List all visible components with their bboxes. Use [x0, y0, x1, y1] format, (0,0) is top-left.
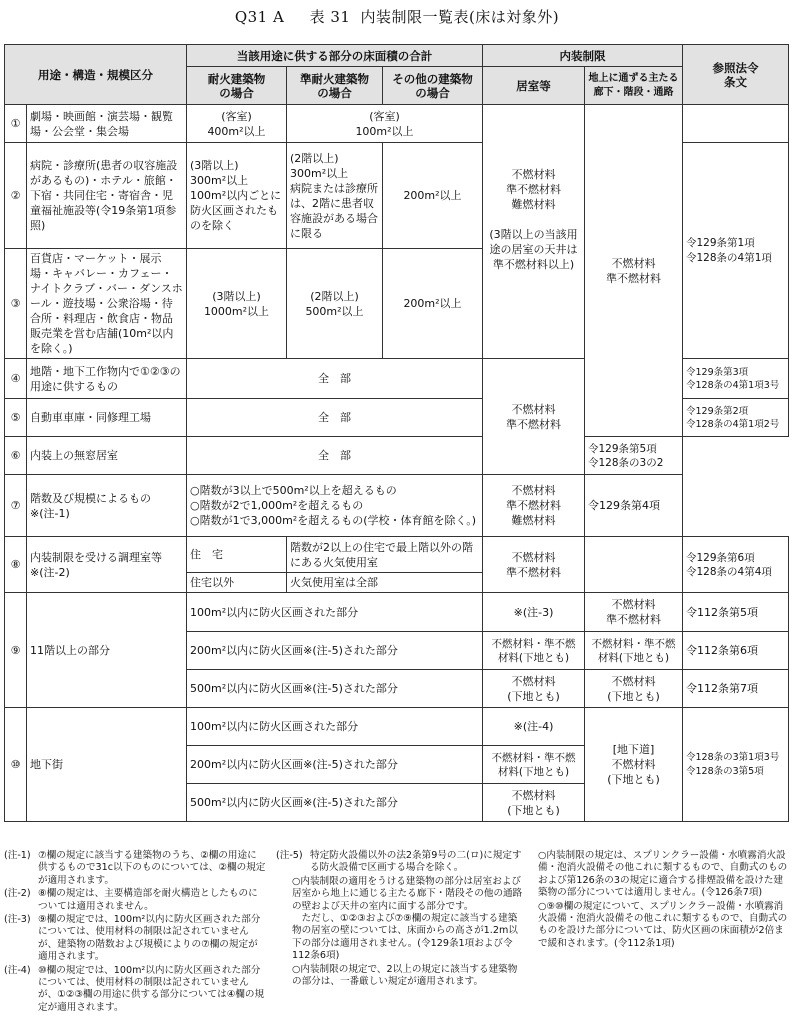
cell-living: 不燃材料 (下地とも) [483, 670, 585, 708]
row-category: 階数及び規模によるもの ※(注-1) [27, 475, 187, 537]
row-category: 病院・診療所(患者の収容施設があるもの)・ホテル・旅館・下宿・共同住宅・寄宿舎・児童福祉施設等(令19条第1項参照) [27, 143, 187, 249]
cell-corridor: 不燃材料・準不燃 材料(下地とも) [585, 632, 683, 670]
cell-living-456: 不燃材料 準不燃材料 [483, 359, 585, 475]
table-title: 内装制限一覧表(床は対象外) [360, 8, 560, 26]
table-row [5, 475, 789, 537]
row-category: 百貨店・マーケット・展示場・キャバレー・カフェー・ナイトクラブ・バー・ダンスホール・遊技場・公衆浴場・待合所・料理店・飲食店・物品販売業を営む店舗(10m²以内を除く。) [27, 249, 187, 359]
cell-house: 住 宅 [187, 537, 287, 573]
cell-law: 令129条第6項 令128条の4第4項 [683, 537, 789, 593]
row-number: ② [5, 143, 27, 249]
cell-living: ※(注-3) [483, 593, 585, 632]
row-number: ⑥ [5, 437, 27, 475]
row-category: 地階・地下工作物内で①②③の用途に供するもの [27, 359, 187, 399]
note-text: ⑨欄の規定では、100m²以内に防火区画された部分については、使用材料の制限は記されていませんが、建築物の階数および規模によりの⑦欄の規定が適用されます。 [38, 914, 261, 963]
cell-other: 200m²以上 [383, 143, 483, 249]
cell-corridor: 不燃材料 (下地とも) [585, 670, 683, 708]
row-number: ⑦ [5, 475, 27, 537]
table-number: 表 31 [309, 8, 351, 26]
cell-fire: (3階以上) 300m²以上 100m²以内ごとに防火区画されたものを除く [187, 143, 287, 249]
cell-partition-200: 200m²以内に防火区画※(注-5)された部分 [187, 632, 483, 670]
cell-partition-200: 200m²以内に防火区画※(注-5)された部分 [187, 746, 483, 784]
note-text: ⑧欄の規定は、主要構造部を耐火構造としたものについては適用されません。 [38, 888, 258, 912]
cell-law-empty [683, 105, 789, 143]
row-number: ⑩ [5, 708, 27, 822]
cell-all: 全 部 [187, 399, 483, 437]
row-category: 内装上の無窓居室 [27, 437, 187, 475]
cell-house-cond: 階数が2以上の住宅で最上階以外の階にある火気使用室 [287, 537, 483, 573]
row-number: ⑧ [5, 537, 27, 593]
cell-living: 不燃材料 準不燃材料 [483, 537, 585, 593]
note-text: ⑦欄の規定に該当する建築物のうち、②欄の用途に供するもので31c以下のものについては、②欄の規定が適用されます。 [38, 850, 266, 886]
cell-law: 令128条の3第1項3号 令128条の3第5項 [683, 708, 789, 822]
header-fire-resistant: 耐火建築物 の場合 [187, 67, 287, 105]
row-category: 11階以上の部分 [27, 593, 187, 708]
note-3 [4, 914, 266, 964]
table-row [5, 593, 789, 632]
header-other: その他の建築物 の場合 [383, 67, 483, 105]
table-row [5, 708, 789, 746]
cell-fire: (客室) 400m²以上 [187, 105, 287, 143]
row-number: ⑨ [5, 593, 27, 708]
row-category: 地下街 [27, 708, 187, 822]
note-para-3: ○内装制限の規定は、スプリンクラー設備・水噴霧消火設備・泡消火設備その他これに類するもので、自動式のものおよび第126条の3の規定に適合する排煙設備を設けた建築物の部分については適用しません。(令126条7項) [538, 850, 788, 899]
cell-nonhouse-cond: 火気使用室は全部 [287, 573, 483, 593]
row-category: 劇場・映画館・演芸場・観覧場・公会堂・集会場 [27, 105, 187, 143]
note-1 [4, 850, 266, 887]
header-corridor: 地上に通ずる主たる 廊下・階段・通路 [585, 67, 683, 105]
cell-semi-other: (客室) 100m²以上 [287, 105, 483, 143]
table-row [5, 437, 789, 475]
notes-column-1 [4, 850, 266, 1015]
header-interior: 内装制限 [483, 45, 683, 67]
header-floor-area: 当該用途に供する部分の床面積の合計 [187, 45, 483, 67]
header-semi-fire-resistant: 準耐火建築物 の場合 [287, 67, 383, 105]
cell-law: 令129条第3項 令128条の4第1項3号 [683, 359, 789, 399]
note-2 [4, 888, 266, 913]
header-law: 参照法令 条文 [683, 45, 789, 105]
header-category: 用途・構造・規模区分 [5, 45, 187, 105]
note-5 [276, 850, 526, 875]
cell-partition-100: 100m²以内に防火区画された部分 [187, 708, 483, 746]
cell-corridor-empty [585, 537, 683, 593]
cell-law: 令129条第5項 令128条の3の2 [585, 437, 683, 475]
cell-law: 令112条第7項 [683, 670, 789, 708]
note-text: 特定防火設備以外の法2条第9号の二(ロ)に規定する防火設備で区画する場合を除く。 [310, 850, 522, 874]
table-row [5, 105, 789, 143]
cell-living-123: 不燃材料 準不燃材料 難燃材料 (3階以上の当該用途の居室の天井は準不燃材料以上) [483, 105, 585, 359]
cell-law: 令112条第6項 [683, 632, 789, 670]
cell-other: 200m²以上 [383, 249, 483, 359]
row-category: 自動車車庫・同修理工場 [27, 399, 187, 437]
cell-all: 全 部 [187, 359, 483, 399]
cell-semi: (2階以上) 300m²以上 病院または診療所は、2階に患者収容施設がある場合に限る [287, 143, 383, 249]
cell-living: 不燃材料・準不燃 材料(下地とも) [483, 746, 585, 784]
row-category: 内装制限を受ける調理室等 ※(注-2) [27, 537, 187, 593]
note-text: ⑩欄の規定では、100m²以内に防火区画された部分については、使用材料の制限は記されていませんが、①②③欄の用途に供する部分については④欄の規定が適用されます。 [38, 964, 265, 1013]
cell-law-123: 令129条第1項 令128条の4第1項 [683, 143, 789, 359]
table-row [5, 537, 789, 573]
cell-conditions: ○階数が3以上で500m²以上を超えるもの ○階数が2で1,000m²を超えるもの ○階数が1で3,000m²を超えるもの(学校・体育館を除く。) [187, 475, 483, 537]
note-key: (注-5) [276, 850, 303, 861]
cell-corridor-1-7: 不燃材料 準不燃材料 [585, 105, 683, 437]
cell-partition-500: 500m²以内に防火区画※(注-5)された部分 [187, 784, 483, 822]
note-4 [4, 965, 266, 1015]
cell-partition-100: 100m²以内に防火区画された部分 [187, 593, 483, 632]
row-number: ① [5, 105, 27, 143]
cell-fire: (3階以上) 1000m²以上 [187, 249, 287, 359]
interior-restriction-table [4, 44, 789, 822]
row-number: ⑤ [5, 399, 27, 437]
row-number: ④ [5, 359, 27, 399]
cell-living: ※(注-4) [483, 708, 585, 746]
cell-law: 令112条第5項 [683, 593, 789, 632]
cell-law: 令129条第4項 [585, 475, 683, 537]
cell-nonhouse: 住宅以外 [187, 573, 287, 593]
note-para-2: ○内装制限の規定で、2以上の規定に該当する建築物の部分は、一番厳しい規定が適用されます。 [292, 963, 518, 988]
cell-all: 全 部 [187, 437, 483, 475]
cell-law: 令129条第2項 令128条の4第1項2号 [683, 399, 789, 437]
note-key: (注-4) [4, 964, 31, 976]
notes-column-3 [538, 850, 790, 951]
cell-corridor: 不燃材料 準不燃材料 [585, 593, 683, 632]
page-title [0, 6, 794, 27]
note-key: (注-2) [4, 888, 31, 900]
cell-semi: (2階以上) 500m²以上 [287, 249, 383, 359]
header-living-room: 居室等 [483, 67, 585, 105]
cell-living: 不燃材料 準不燃材料 難燃材料 [483, 475, 585, 537]
row-number: ③ [5, 249, 27, 359]
cell-living: 不燃材料・準不燃 材料(下地とも) [483, 632, 585, 670]
cell-partition-500: 500m²以内に防火区画※(注-5)された部分 [187, 670, 483, 708]
note-key: (注-3) [4, 914, 31, 926]
cell-living: 不燃材料 (下地とも) [483, 784, 585, 822]
note-para-1: ○内装制限の適用をうける建築物の部分は居室および居室から地上に通じる主たる廊下・階段その他の通路の壁および天井の室内に面する部分です。 ただし、①②③および⑦⑨欄の規定に該当する建築物の居室の壁については、床面からの高さが1.2m以下の部分は適用されません。(令129条1項および令112条6項) [292, 875, 523, 962]
question-id: Q31 A [234, 8, 285, 26]
note-para-4: ○⑨⑩欄の規定について、スプリンクラー設備・水噴霧消火設備・泡消火設備その他これに類するもので、自動式のものを設けた部分については、防火区画の床面積が2倍まで緩和されます。(令112条1項) [538, 900, 788, 949]
cell-corridor: [地下道] 不燃材料 (下地とも) [585, 708, 683, 822]
notes-column-2 [276, 850, 526, 989]
note-key: (注-1) [4, 850, 31, 861]
